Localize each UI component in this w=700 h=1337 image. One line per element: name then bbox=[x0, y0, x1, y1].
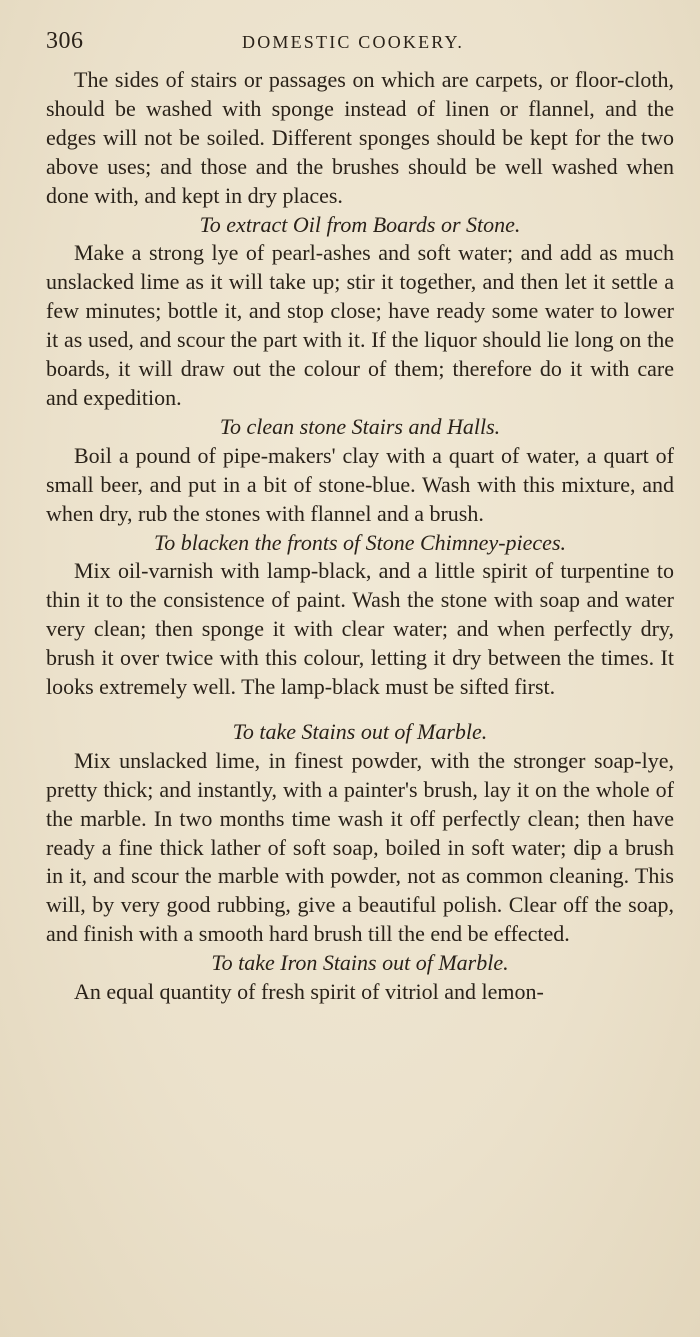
page-body bbox=[46, 66, 674, 1007]
heading-blacken-chimney-pieces: To blacken the fronts of Stone Chimney-pieces. bbox=[153, 529, 567, 555]
paragraph-blacken-chimney-pieces: Mix oil-varnish with lamp-black, and a little spirit of turpentine to thin it to the consistence of paint. Wash the stone with soap and water very clean; then sponge it with clear water; and when perfectly dry, brush it over twice with this colour, letting it dry between the times. It looks extremely well. The lamp-black must be sifted first. bbox=[46, 558, 674, 700]
heading-clean-stone-stairs: To clean stone Stairs and Halls. bbox=[219, 413, 501, 439]
paragraph-clean-stone-stairs: Boil a pound of pipe-makers' clay with a quart of water, a quart of small beer, and put in a bit of stone-blue. Wash with this mixture, and when dry, rub the stones with flannel and a brush. bbox=[46, 442, 674, 526]
page-number: 306 bbox=[46, 28, 84, 54]
running-head: DOMESTIC COOKERY. bbox=[242, 32, 465, 52]
paragraph-iron-stains-marble: An equal quantity of fresh spirit of vitriol and lemon- bbox=[74, 979, 544, 1005]
heading-extract-oil: To extract Oil from Boards or Stone. bbox=[199, 211, 521, 237]
heading-stains-marble: To take Stains out of Marble. bbox=[232, 718, 488, 744]
page-header bbox=[46, 28, 670, 58]
paragraph-extract-oil: Make a strong lye of pearl-ashes and soft water; and add as much unslacked lime as it will take up; stir it together, and then let it settle a few minutes; bottle it, and stop close; have ready some water to lower it as used, and scour the part with it. If the liquor should lie long on the boards, it will draw out the colour of them; therefore do it with care and expedition. bbox=[46, 240, 674, 410]
paragraph-stains-marble: Mix unslacked lime, in finest powder, with the stronger soap-lye, pretty thick; and instantly, with a painter's brush, lay it on the whole of the marble. In two months time wash it off perfectly clean; then have ready a fine thick lather of soft soap, boiled in soft water; dip a brush in it, and scour the marble with powder, not as common cleaning. This will, by very good rubbing, give a beautiful polish. Clear off the soap, and finish with a smooth hard brush till the end be effected. bbox=[46, 747, 674, 947]
paragraph-stairs-passages: The sides of stairs or passages on which are carpets, or floor-cloth, should be washed with sponge instead of linen or flannel, and the edges will not be soiled. Different sponges should be kept for the two above uses; and those and the brushes should be well washed when done with, and kept in dry places. bbox=[46, 67, 674, 208]
heading-iron-stains-marble: To take Iron Stains out of Marble. bbox=[211, 950, 509, 976]
section-gap bbox=[46, 702, 674, 718]
